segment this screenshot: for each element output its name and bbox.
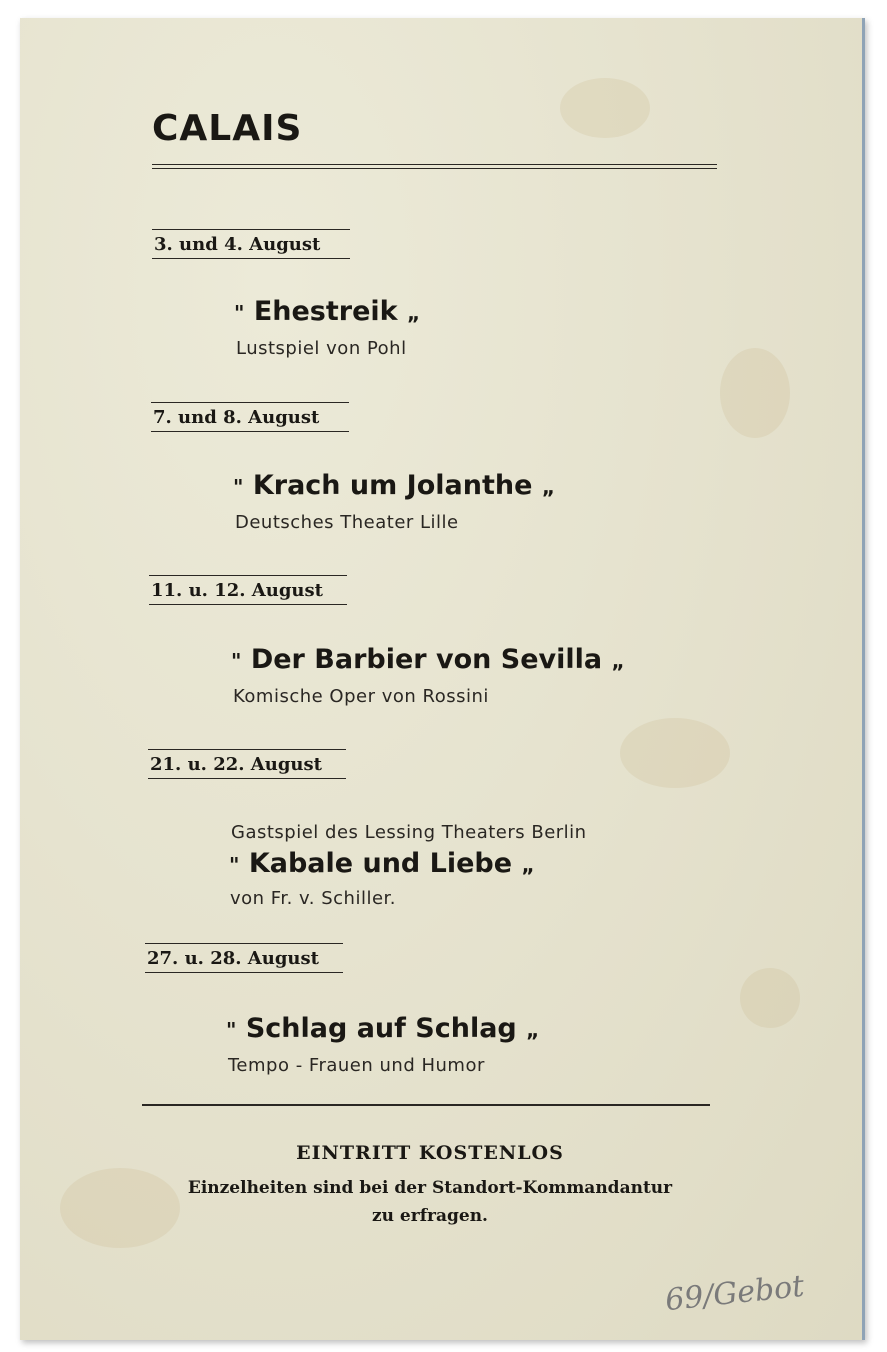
quote-open: ": [233, 475, 244, 499]
event-title-text: Krach um Jolanthe: [252, 470, 533, 501]
event-title-text: Ehestreik: [253, 296, 398, 327]
event-title: [229, 848, 535, 879]
quote-open: ": [231, 649, 242, 673]
event-subtitle: Tempo - Frauen und Humor: [228, 1055, 485, 1076]
quote-close: „: [521, 853, 535, 877]
footer-divider: [142, 1104, 710, 1106]
details-notice: Einzelheiten sind bei der Standort-Kommandantur: [187, 1178, 673, 1198]
details-notice-cont: zu erfragen.: [372, 1206, 488, 1226]
event-title-text: Schlag auf Schlag: [245, 1013, 517, 1044]
event-date: 27. u. 28. August: [145, 943, 343, 973]
admission-notice: EINTRITT KOSTENLOS: [296, 1142, 564, 1164]
quote-close: „: [526, 1018, 540, 1042]
event-title: [234, 296, 420, 327]
handwritten-note: 69/Gebot: [663, 1268, 806, 1319]
event-pretitle: Gastspiel des Lessing Theaters Berlin: [231, 822, 587, 843]
event-date: 7. und 8. August: [151, 402, 349, 432]
quote-open: ": [229, 853, 240, 877]
event-title: [231, 644, 625, 675]
title-divider: [152, 164, 717, 169]
event-subtitle: Deutsches Theater Lille: [235, 512, 459, 533]
event-title-text: Kabale und Liebe: [248, 848, 513, 879]
event-title: [233, 470, 555, 501]
event-subtitle: von Fr. v. Schiller.: [230, 888, 397, 909]
quote-close: „: [407, 301, 421, 325]
event-date: 11. u. 12. August: [149, 575, 347, 605]
quote-close: „: [611, 649, 625, 673]
quote-close: „: [541, 475, 555, 499]
event-title: [226, 1013, 539, 1044]
event-subtitle: Komische Oper von Rossini: [233, 686, 489, 707]
event-date: 21. u. 22. August: [148, 749, 346, 779]
page-title: CALAIS: [152, 108, 303, 149]
quote-open: ": [234, 301, 245, 325]
event-date: 3. und 4. August: [152, 229, 350, 259]
program-sheet: [20, 18, 865, 1340]
event-title-text: Der Barbier von Sevilla: [250, 644, 603, 675]
event-subtitle: Lustspiel von Pohl: [236, 338, 407, 359]
quote-open: ": [226, 1018, 237, 1042]
